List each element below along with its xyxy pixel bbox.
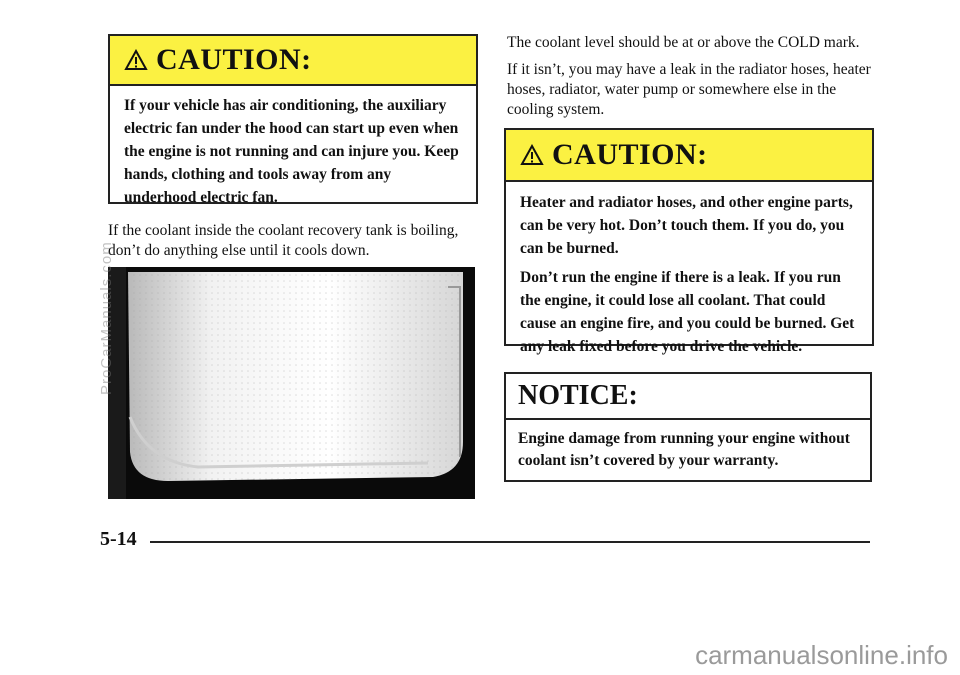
caution-title: CAUTION: (552, 138, 708, 171)
notice-header (506, 374, 870, 420)
coolant-tank-photo (108, 267, 475, 499)
notice-title: NOTICE: (518, 380, 638, 411)
caution-paragraph-1: Heater and radiator hoses, and other engine parts, can be very hot. Don’t touch them. If you do, you can be burned. (520, 194, 853, 257)
coolant-level-paragraph: The coolant level should be at or above the COLD mark. (507, 34, 860, 51)
caution-text (506, 182, 872, 370)
page-number: 5-14 (100, 528, 137, 550)
caution-box-hot-parts (504, 128, 874, 355)
caution-paragraph-2: Don’t run the engine if there is a leak. If you run the engine, it could lose all coolant. That could cause an engine fire, and you could be burned. Get any leak fixed before you drive the vehicle. (520, 269, 855, 355)
caution-header (506, 130, 872, 182)
caution-text (110, 86, 476, 221)
notice-box (504, 372, 872, 482)
coolant-boiling-paragraph: If the coolant inside the coolant recovery tank is boiling, don’t do anything else until it cools down. (108, 222, 459, 259)
warning-triangle-icon (124, 49, 148, 71)
caution-box-fan (108, 34, 478, 204)
coolant-tank-image (108, 267, 475, 499)
caution-header (110, 36, 476, 86)
vertical-watermark: ProCarManuals.com (98, 241, 115, 395)
leak-paragraph: If it isn’t, you may have a leak in the radiator hoses, heater hoses, radiator, water pump or somewhere else in the cooling system. (507, 61, 871, 118)
caution-paragraph: If your vehicle has air conditioning, the auxiliary electric fan under the hood can start up even when the engine is not running and can injure you. Keep hands, clothing and tools away from any underhood electric fan. (124, 97, 459, 206)
warning-triangle-icon (520, 144, 544, 166)
notice-text: Engine damage from running your engine without coolant isn’t covered by your warranty. (518, 430, 850, 469)
footer-rule (150, 541, 870, 543)
site-watermark: carmanualsonline.info (695, 640, 948, 670)
caution-title: CAUTION: (156, 43, 312, 76)
